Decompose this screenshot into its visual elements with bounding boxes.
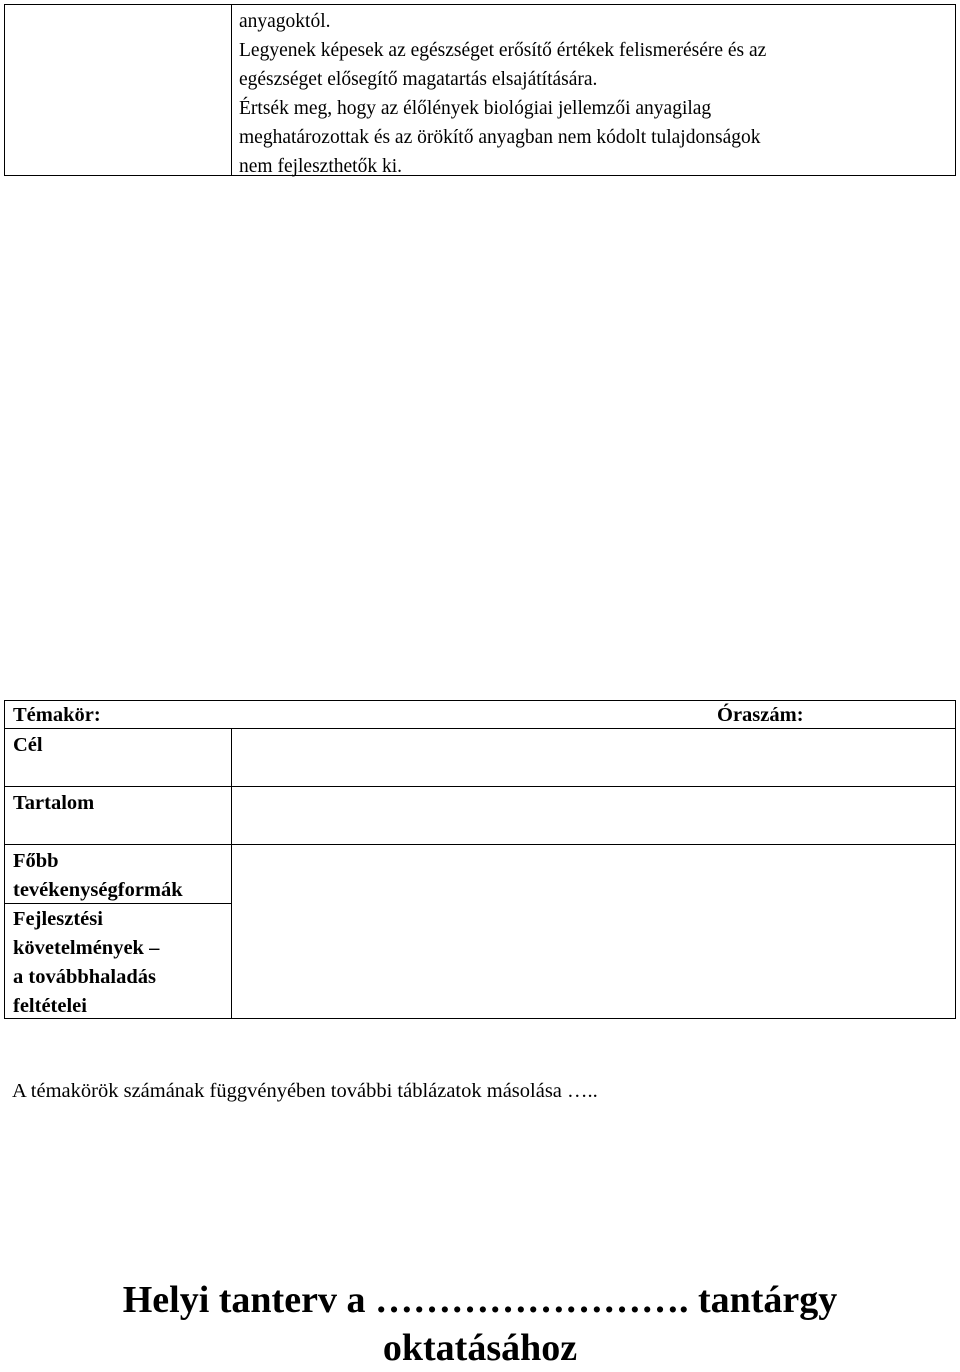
table-copy-note: A témakörök számának függvényében további táblázatok másolása ….. [12,1080,598,1102]
objectives-line: Legyenek képesek az egészséget erősítő értékek felismerésére és az [239,40,767,61]
label-line: követelmények – [13,937,160,959]
tevekenysegformak-label [13,847,183,905]
temakor-label: Témakör: [13,704,101,726]
theme-table [4,700,956,1019]
row-divider [5,786,955,787]
column-divider [231,728,232,1018]
heading-line-2: oktatásához [382,1327,578,1369]
objectives-line: nem fejleszthetők ki. [239,156,402,177]
tartalom-label: Tartalom [13,792,95,814]
objectives-table [4,4,956,176]
objectives-text [239,7,939,181]
row-divider [5,728,955,729]
label-line: feltételei [13,995,87,1017]
label-line: Fejlesztési [13,908,103,930]
column-divider [231,5,232,175]
objectives-line: egészséget elősegítő magatartás elsajátítására. [239,69,598,90]
objectives-line: Értsék meg, hogy az élőlények biológiai jellemzői anyagilag [239,98,712,119]
row-divider [5,844,955,845]
label-line: Főbb [13,850,59,872]
fejlesztesi-kovetelmenyek-label [13,905,159,1021]
page-heading [0,1276,960,1372]
heading-line-1: Helyi tanterv a ……………………. tantárgy [122,1279,838,1321]
objectives-line: meghatározottak és az örökítő anyagban nem kódolt tulajdonságok [239,127,761,148]
label-line: tevékenységformák [13,879,183,901]
cel-label: Cél [13,734,43,756]
oraszam-label: Óraszám: [717,704,804,726]
label-line: a továbbhaladás [13,966,156,988]
objectives-line: anyagoktól. [239,11,331,32]
